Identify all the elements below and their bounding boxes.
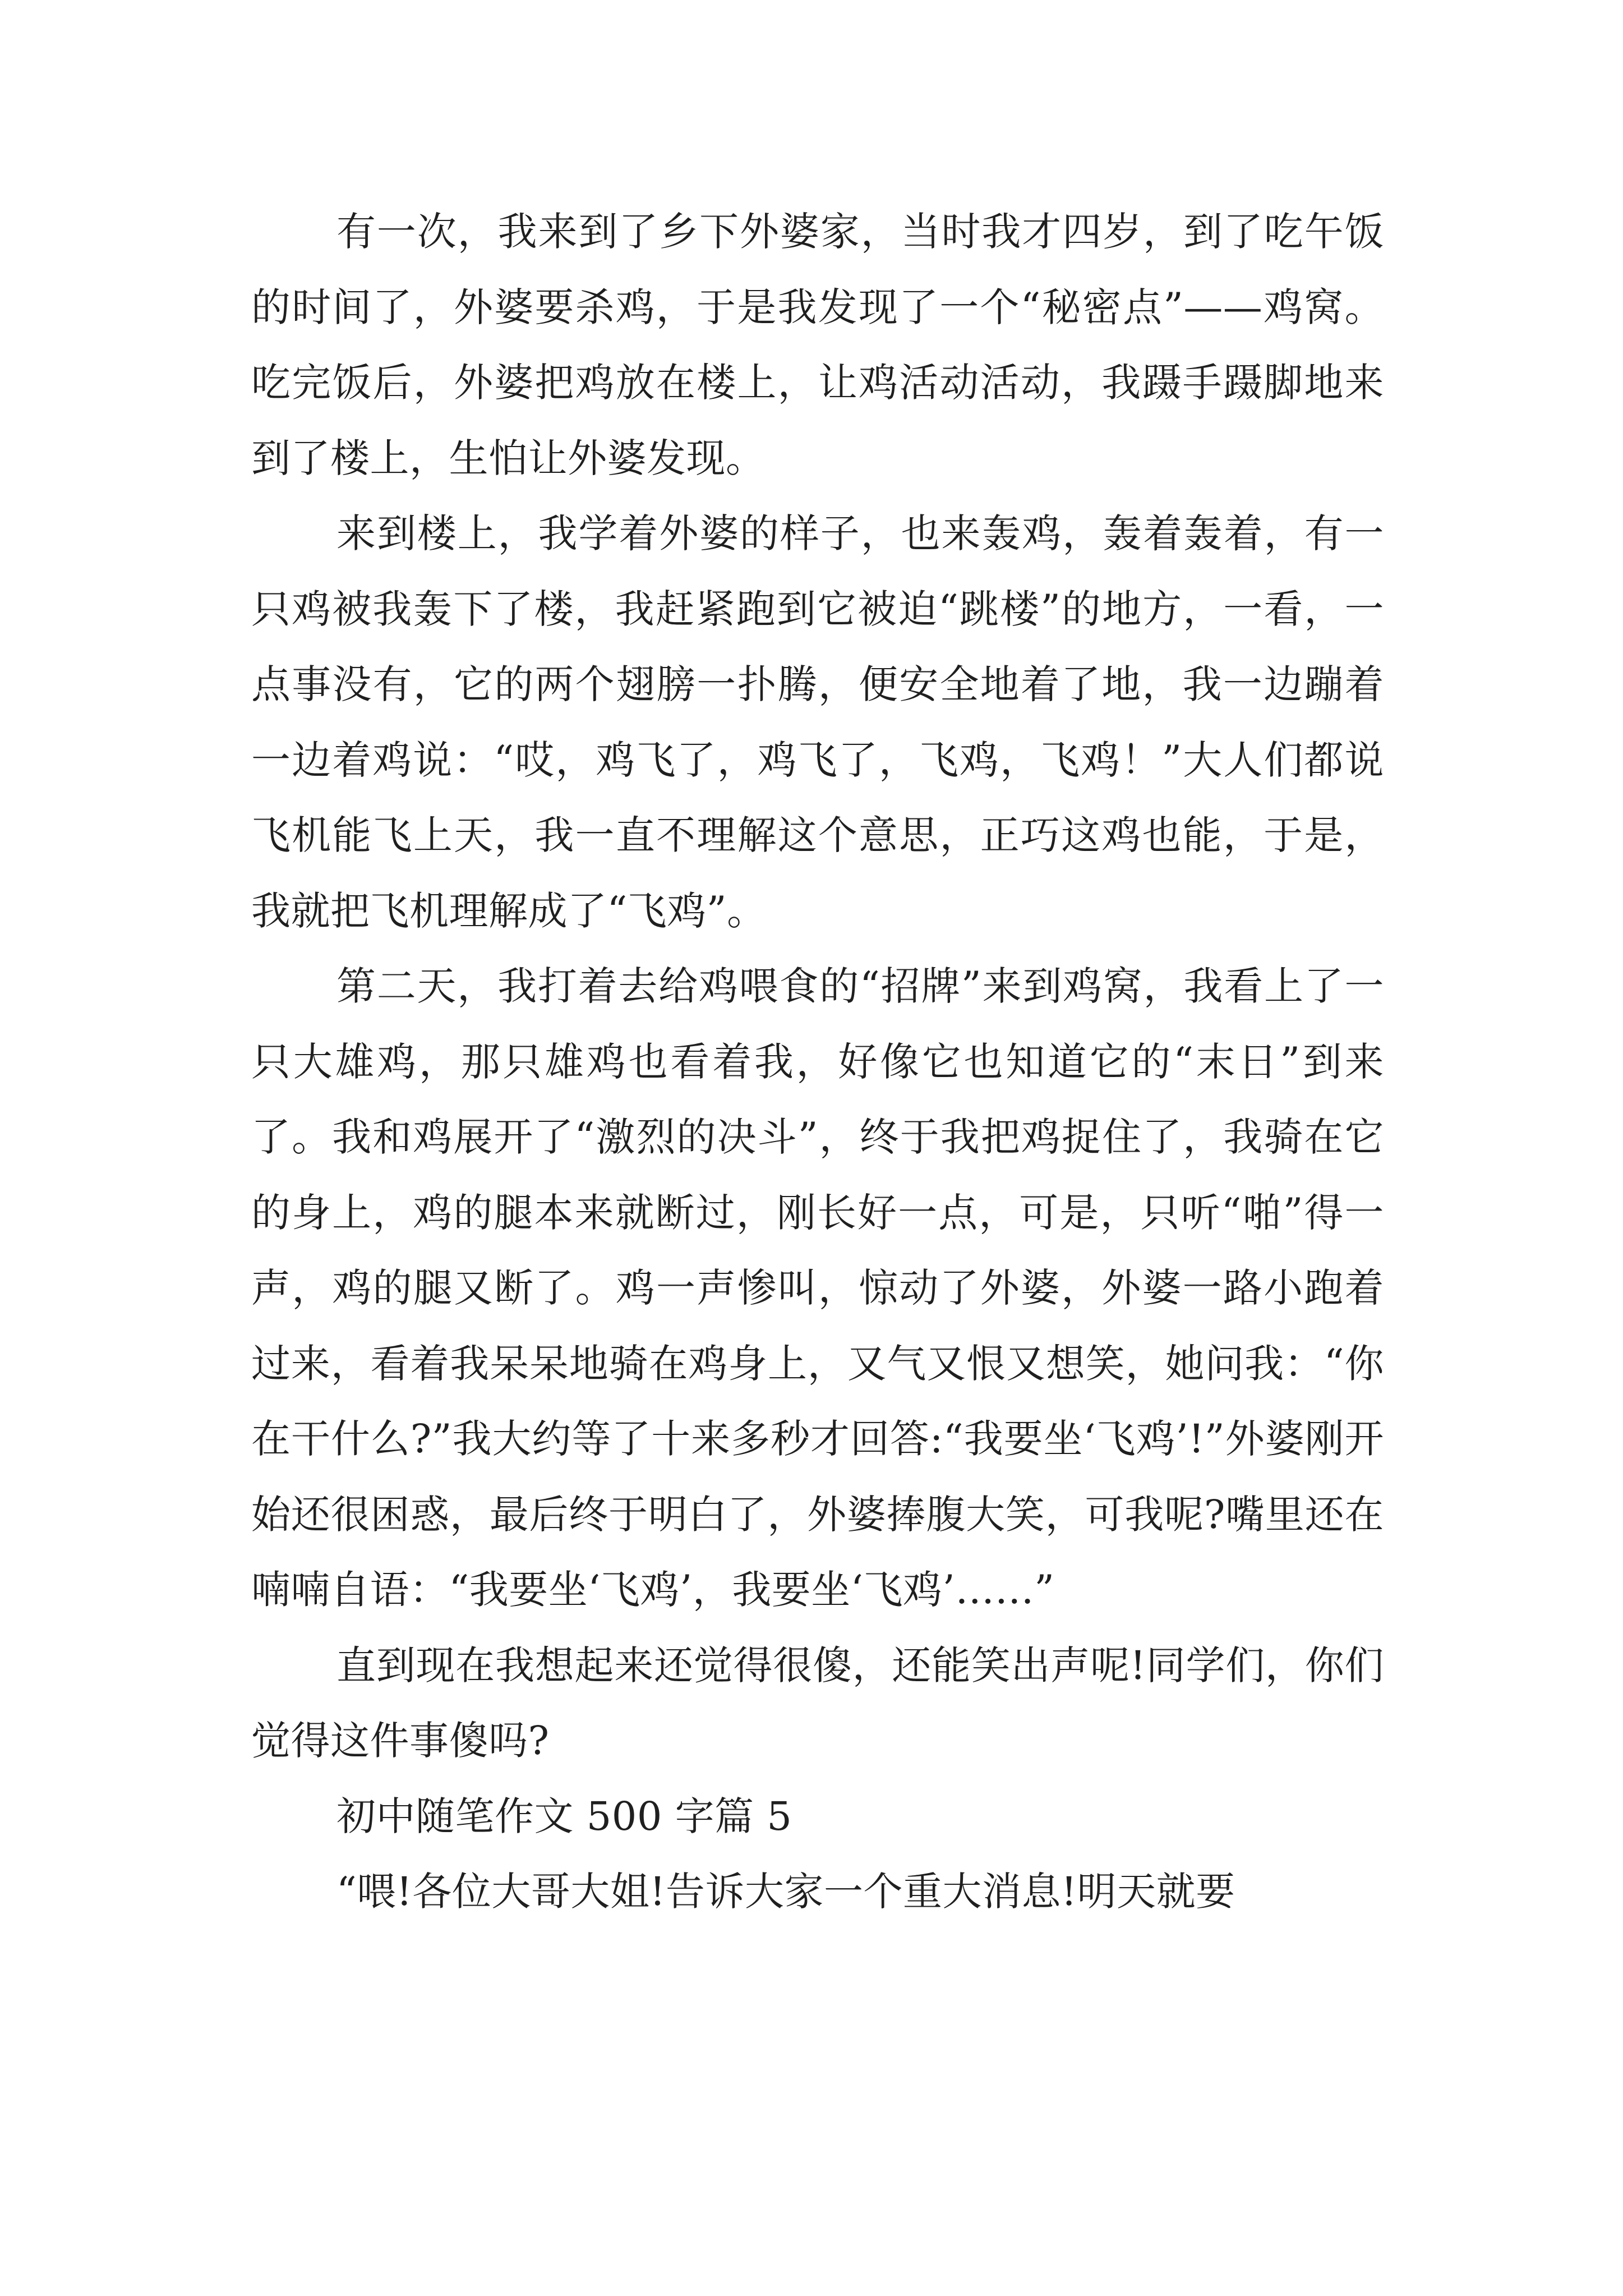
paragraph: 直到现在我想起来还觉得很傻，还能笑出声呢!同学们，你们觉得这件事傻吗? <box>251 1642 1384 1764</box>
paragraph: “喂!各位大哥大姐!告诉大家一个重大消息!明天就要 <box>336 1869 1235 1915</box>
paragraph: 来到楼上，我学着外婆的样子，也来轰鸡，轰着轰着，有一只鸡被我轰下了楼，我赶紧跑到它被迫“跳楼”的地方，一看，一点事没有，它的两个翅膀一扑腾，便安全地着了地，我一边蹦着一边着鸡说：“哎，鸡飞了，鸡飞了，飞鸡，飞鸡！”大人们都说飞机能飞上天，我一直不理解这个意思，正巧这鸡也能，于是，我就把飞机理解成了“飞鸡”。 <box>251 510 1384 934</box>
paragraph: 第二天，我打着去给鸡喂食的“招牌”来到鸡窝，我看上了一只大雄鸡，那只雄鸡也看着我，好像它也知道它的“末日”到来了。我和鸡展开了“激烈的决斗”，终于我把鸡捉住了，我骑在它的身上，鸡的腿本来就断过，刚长好一点，可是，只听“啪”得一声，鸡的腿又断了。鸡一声惨叫，惊动了外婆，外婆一路小跑着过来，看着我呆呆地骑在鸡身上，又气又恨又想笑，她问我：“你在干什么?”我大约等了十来多秒才回答:“我要坐‘飞鸡’!”外婆刚开始还很困惑，最后终于明白了，外婆捧腹大笑，可我呢?嘴里还在喃喃自语：“我要坐‘飞鸡’，我要坐‘飞鸡’……” <box>251 963 1384 1613</box>
paragraph: 有一次，我来到了乡下外婆家，当时我才四岁，到了吃午饭的时间了，外婆要杀鸡，于是我发现了一个“秘密点”——鸡窝。吃完饭后，外婆把鸡放在楼上，让鸡活动活动，我蹑手蹑脚地来到了楼上，生怕让外婆发现。 <box>251 209 1384 481</box>
document-body <box>251 194 1384 1930</box>
section-heading: 初中随笔作文 500 字篇 5 <box>336 1793 792 1839</box>
